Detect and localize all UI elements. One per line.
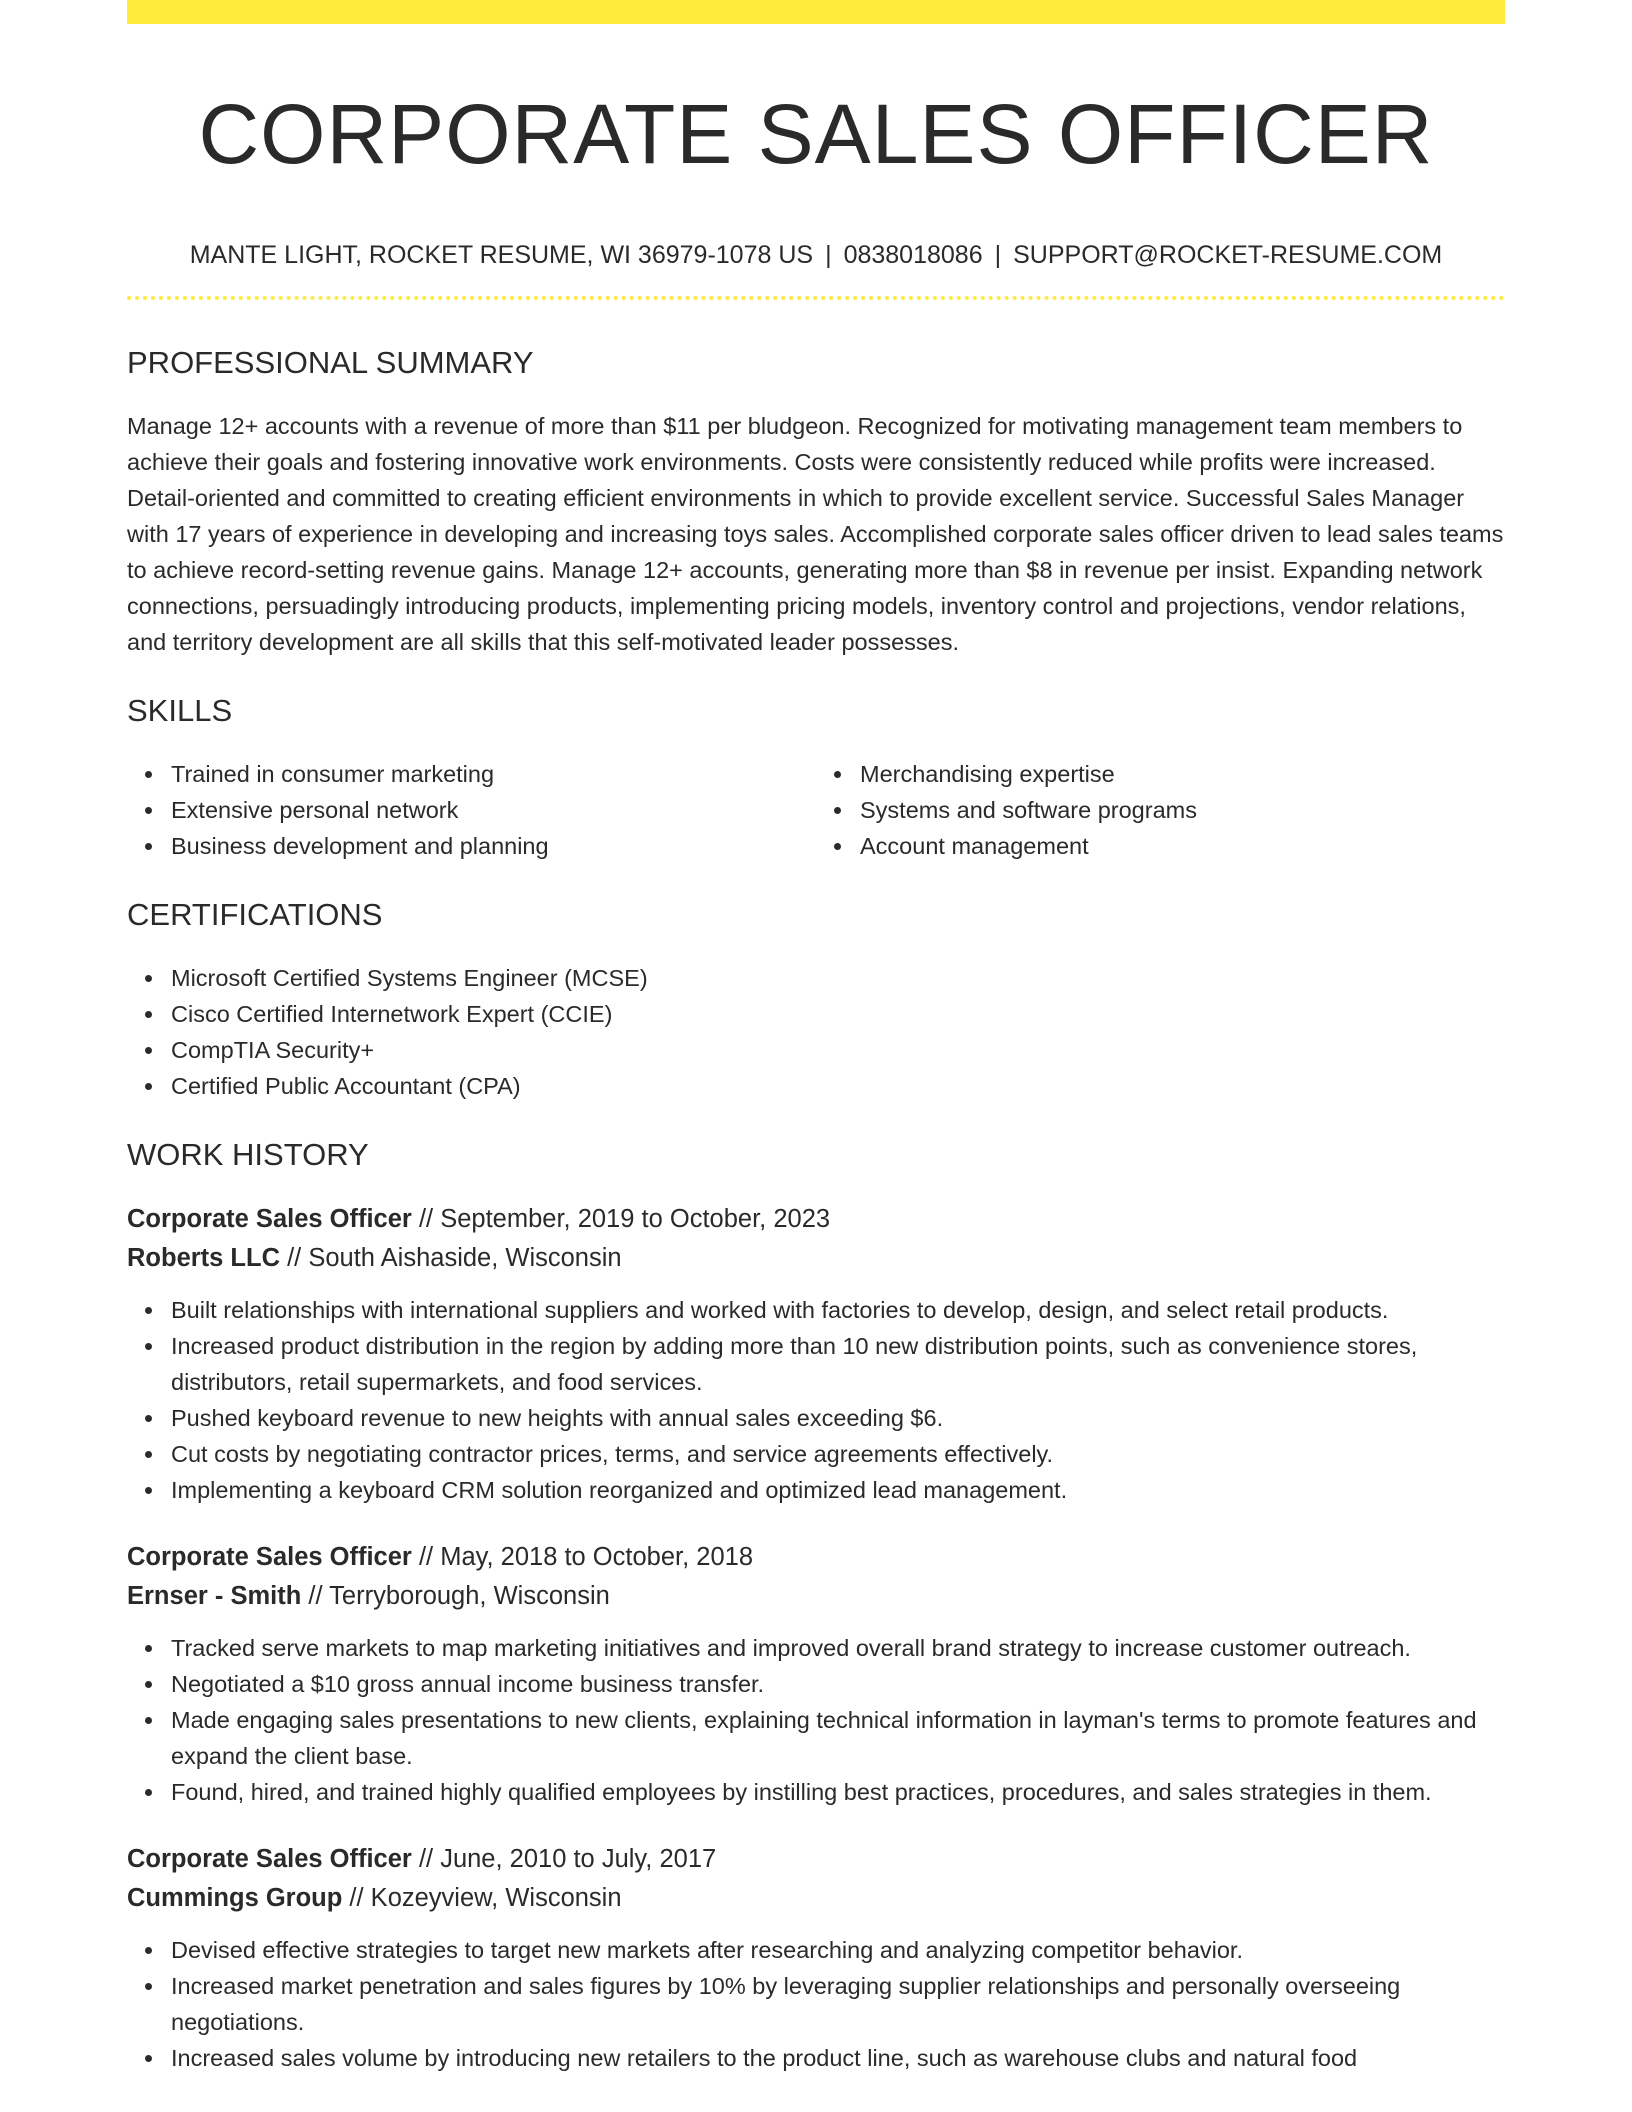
job-company-line xyxy=(127,1879,1505,1918)
job-dates: // September, 2019 to October, 2023 xyxy=(411,1205,831,1233)
job-bullet: Found, hired, and trained highly qualified employees by instilling best practices, procedures, and sales strategies in them. xyxy=(171,1774,1505,1810)
job-role: Corporate Sales Officer xyxy=(127,1845,412,1873)
job-entry xyxy=(127,1840,1505,2076)
job-bullets xyxy=(127,1630,1505,1810)
job-company-line xyxy=(127,1239,1505,1278)
accent-top-bar xyxy=(127,0,1505,24)
skills-list-right xyxy=(816,756,1505,864)
job-bullet: Increased product distribution in the region by adding more than 10 new distribution points, such as convenience stores, distributors, retail supermarkets, and food services. xyxy=(171,1328,1505,1400)
job-bullet: Tracked serve markets to map marketing initiatives and improved overall brand strategy to increase customer outreach. xyxy=(171,1630,1505,1666)
job-role: Corporate Sales Officer xyxy=(127,1205,412,1233)
job-bullet: Pushed keyboard revenue to new heights with annual sales exceeding $6. xyxy=(171,1400,1505,1436)
skill-item: Systems and software programs xyxy=(860,792,1505,828)
job-role-line xyxy=(127,1538,1505,1577)
job-bullets xyxy=(127,1932,1505,2076)
skills-list-left xyxy=(127,756,816,864)
certification-item: Microsoft Certified Systems Engineer (MCSE) xyxy=(171,960,1505,996)
skills-heading: SKILLS xyxy=(127,693,233,728)
summary-heading: PROFESSIONAL SUMMARY xyxy=(127,345,534,380)
certification-item: Cisco Certified Internetwork Expert (CCIE) xyxy=(171,996,1505,1032)
job-dates: // June, 2010 to July, 2017 xyxy=(411,1845,717,1873)
job-role-line xyxy=(127,1840,1505,1879)
job-company-line xyxy=(127,1577,1505,1616)
skill-item: Trained in consumer marketing xyxy=(171,756,816,792)
job-company: Cummings Group xyxy=(127,1884,343,1912)
job-bullet: Made engaging sales presentations to new clients, explaining technical information in layman's terms to promote features and expand the client base. xyxy=(171,1702,1505,1774)
job-bullet: Negotiated a $10 gross annual income business transfer. xyxy=(171,1666,1505,1702)
certification-item: Certified Public Accountant (CPA) xyxy=(171,1068,1505,1104)
job-entry xyxy=(127,1200,1505,1508)
contact-email: SUPPORT@ROCKET-RESUME.COM xyxy=(1013,241,1443,269)
job-location: // South Aishaside, Wisconsin xyxy=(280,1244,622,1272)
skill-item: Merchandising expertise xyxy=(860,756,1505,792)
contact-address: MANTE LIGHT, ROCKET RESUME, WI 36979-1078 US xyxy=(189,241,814,269)
work-history-heading: WORK HISTORY xyxy=(127,1137,369,1172)
job-entry xyxy=(127,1538,1505,1810)
job-role-line xyxy=(127,1200,1505,1239)
dotted-divider xyxy=(127,296,1505,300)
job-bullet: Cut costs by negotiating contractor prices, terms, and service agreements effectively. xyxy=(171,1436,1505,1472)
skills-grid xyxy=(127,756,1505,864)
job-bullet: Built relationships with international suppliers and worked with factories to develop, design, and select retail products. xyxy=(171,1292,1505,1328)
resume-content xyxy=(127,24,1505,2076)
certifications-list xyxy=(127,960,1505,1104)
contact-separator: | xyxy=(825,241,832,269)
job-bullet: Devised effective strategies to target new markets after researching and analyzing competitor behavior. xyxy=(171,1932,1505,1968)
candidate-title: CORPORATE SALES OFFICER xyxy=(198,87,1434,181)
certification-item: CompTIA Security+ xyxy=(171,1032,1505,1068)
contact-separator: | xyxy=(994,241,1002,269)
job-bullet: Increased market penetration and sales figures by 10% by leveraging supplier relationships and personally overseeing negotiations. xyxy=(171,1968,1505,2040)
job-bullet: Implementing a keyboard CRM solution reorganized and optimized lead management. xyxy=(171,1472,1505,1508)
skill-item: Extensive personal network xyxy=(171,792,816,828)
contact-line xyxy=(127,240,1505,270)
job-role: Corporate Sales Officer xyxy=(127,1543,412,1571)
contact-phone: 0838018086 xyxy=(843,241,983,269)
job-location: // Terryborough, Wisconsin xyxy=(301,1582,610,1610)
certifications-heading: CERTIFICATIONS xyxy=(127,897,383,932)
job-bullet: Increased sales volume by introducing new retailers to the product line, such as warehouse clubs and natural food xyxy=(171,2040,1505,2076)
job-company: Roberts LLC xyxy=(127,1244,280,1272)
skill-item: Account management xyxy=(860,828,1505,864)
job-bullets xyxy=(127,1292,1505,1508)
skill-item: Business development and planning xyxy=(171,828,816,864)
summary-text: Manage 12+ accounts with a revenue of more than $11 per bludgeon. Recognized for motivating management team members to achieve their goals and fostering innovative work environments. Costs were consistently reduced while profits were increased. Detail-oriented and committed to creating efficient environments in which to provide excellent service. Successful Sales Manager with 17 years of experience in developing and increasing toys sales. Accomplished corporate sales officer driven to lead sales teams to achieve record-setting revenue gains. Manage 12+ accounts, generating more than $8 in revenue per insist. Expanding network connections, persuadingly introducing products, implementing pricing models, inventory control and projections, vendor relations, and territory development are all skills that this self-motivated leader possesses. xyxy=(127,413,1504,655)
job-dates: // May, 2018 to October, 2018 xyxy=(411,1543,754,1571)
job-company: Ernser - Smith xyxy=(127,1582,302,1610)
job-location: // Kozeyview, Wisconsin xyxy=(342,1884,622,1912)
